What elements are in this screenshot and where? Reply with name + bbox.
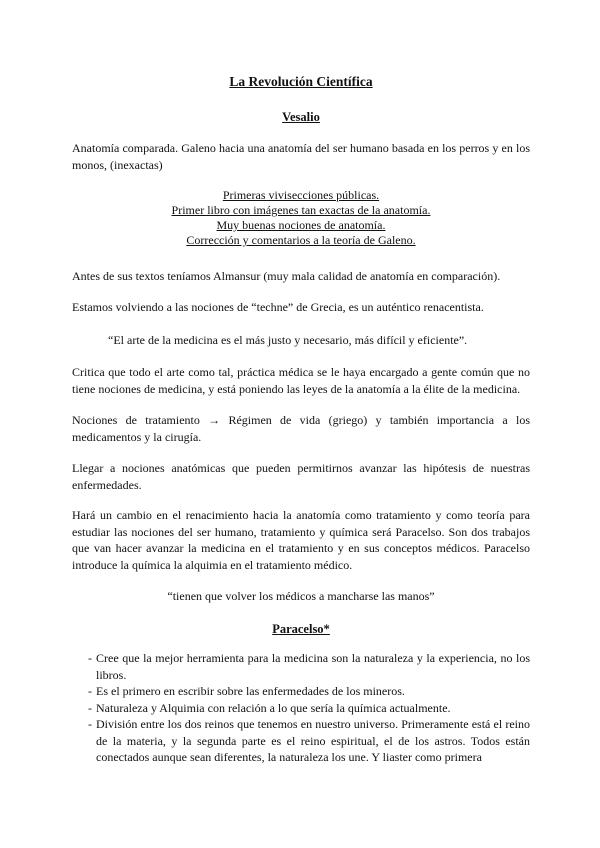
list-item-text: Naturaleza y Alquimia con relación a lo que sería la química actualmente. bbox=[96, 700, 451, 715]
highlight-item: Primer libro con imágenes tan exactas de la anatomía. bbox=[171, 203, 431, 217]
list-item bbox=[72, 700, 530, 717]
bullet-dash: - bbox=[88, 717, 92, 731]
list-item bbox=[72, 716, 530, 766]
list-item-text: Es el primero en escribir sobre las enfermedades de los mineros. bbox=[96, 684, 405, 698]
paragraph-nociones-anatomicas: Llegar a nociones anatómicas que pueden permitirnos avanzar las hipótesis de nuestras enfermedades. bbox=[72, 461, 530, 492]
highlight-item: Primeras vivisecciones públicas. bbox=[222, 188, 380, 202]
bullet-dash: - bbox=[88, 700, 92, 715]
highlight-list bbox=[72, 188, 530, 248]
highlight-item: Corrección y comentarios a la teoría de Galeno. bbox=[186, 233, 416, 247]
paragraph-techne: Estamos volviendo a las nociones de “techne” de Grecia, es un auténtico renacentista. bbox=[72, 300, 484, 314]
paragraph-tratamiento: Nociones de tratamiento → Régimen de vida (griego) y también importancia a los medicamentos y la cirugía. bbox=[72, 413, 530, 444]
paragraph-anatomia-comparada: Anatomía comparada. Galeno hacia una anatomía del ser humano basada en los perros y en los monos, (inexactas) bbox=[72, 141, 530, 172]
quote-manos: “tienen que volver los médicos a mancharse las manos” bbox=[167, 589, 435, 603]
bullet-dash: - bbox=[88, 684, 92, 698]
section-heading-vesalio: Vesalio bbox=[282, 110, 320, 124]
quote-arte-medicina: “El arte de la medicina es el más justo y necesario, más difícil y eficiente”. bbox=[108, 333, 468, 347]
section-heading-paracelso: Paracelso* bbox=[272, 622, 330, 636]
list-item-text: Cree que la mejor herramienta para la medicina son la naturaleza y la experiencia, no los libros. bbox=[96, 651, 530, 682]
list-item bbox=[72, 650, 530, 683]
paragraph-almansur: Antes de sus textos teníamos Almansur (muy mala calidad de anatomía en comparación). bbox=[72, 269, 501, 283]
list-item bbox=[72, 683, 530, 700]
paragraph-critica: Critica que todo el arte como tal, práctica médica se le haya encargado a gente común que no tiene nociones de medicina, y está poniendo las leyes de la anatomía a la élite de la medicina. bbox=[72, 365, 530, 396]
highlight-item: Muy buenas nociones de anatomía. bbox=[216, 218, 386, 232]
paragraph-cambio-renacimiento: Hará un cambio en el renacimiento hacia la anatomía como tratamiento y como teoría para estudiar las nociones del ser humano, tratamiento y química será Paracelso. Son dos trabajos que van hacer avanzar la medicina en el tratamiento y en sus conceptos médicos. Paracelso introduce la química la alquimia en el tratamiento médico. bbox=[72, 508, 530, 572]
bullet-dash: - bbox=[88, 651, 92, 665]
list-item-text: División entre los dos reinos que tenemos en nuestro universo. Primeramente está el reino de la materia, y la segunda parte es el reino espiritual, el de los astros. Todos están conectados aunque sean diferentes, la naturaleza los une. Y liaster como primera bbox=[96, 717, 530, 764]
paracelso-bullet-list bbox=[72, 650, 530, 766]
page-title: La Revolución Científica bbox=[229, 74, 373, 89]
